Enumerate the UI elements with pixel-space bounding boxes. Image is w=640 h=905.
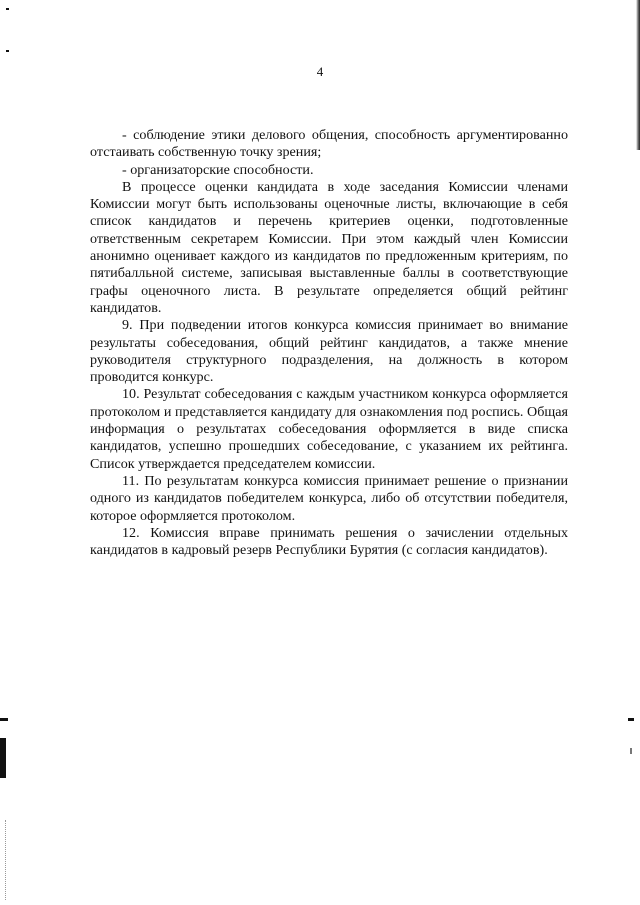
scan-mark — [630, 748, 632, 754]
paragraph: 10. Результат собеседования с каждым участником конкурса оформляется протоколом и представляется кандидату для ознакомления под роспись. Общая информация о результатах собеседования оформляется в виде списка кандидатов, успешно прошедших собеседование, с указанием их рейтинга. Список утверждается председателем комиссии. — [90, 386, 568, 472]
scan-mark — [6, 50, 9, 52]
scan-mark — [628, 718, 634, 721]
scan-edge — [5, 820, 7, 900]
page-number: 4 — [316, 64, 324, 79]
scan-mark — [0, 718, 8, 721]
paragraph: 11. По результатам конкурса комиссия принимает решение о признании одного из кандидатов победителем конкурса, либо об отсутствии победителя, которое оформляется протоколом. — [90, 472, 568, 524]
paragraph: - соблюдение этики делового общения, способность аргументированно отстаивать собственную точку зрения; — [90, 127, 568, 161]
body-text — [90, 127, 568, 559]
scan-mark — [0, 738, 6, 778]
paragraph: В процессе оценки кандидата в ходе заседания Комиссии членами Комиссии могут быть использованы оценочные листы, включающие в себя список кандидатов и перечень критериев оценки, подготовленные ответственным секретарем Комиссии. При этом каждый член Комиссии анонимно оценивает каждого из кандидатов по предложенным критериям, по пятибалльной системе, записывая выставленные баллы в соответствующие графы оценочного листа. В результате определяется общий рейтинг кандидатов. — [90, 178, 568, 316]
paragraph: 12. Комиссия вправе принимать решения о зачислении отдельных кандидатов в кадровый резерв Республики Бурятия (с согласия кандидатов). — [90, 524, 568, 559]
paragraph: - организаторские способности. — [122, 161, 314, 178]
scan-mark — [6, 8, 9, 10]
paragraph: 9. При подведении итогов конкурса комиссия принимает во внимание результаты собеседования, общий рейтинг кандидатов, а также мнение руководителя структурного подразделения, на должность в котором проводится конкурс. — [90, 317, 568, 386]
